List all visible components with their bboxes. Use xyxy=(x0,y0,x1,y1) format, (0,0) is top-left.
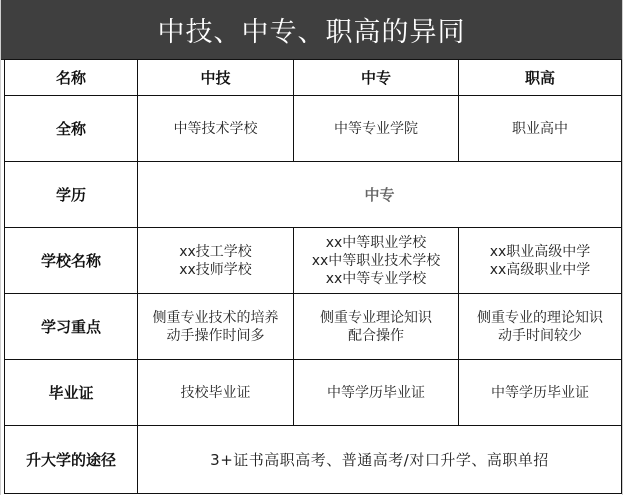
title-text: 中技、中专、职高的异同 xyxy=(157,17,466,48)
table-row-education xyxy=(5,162,622,228)
cell-line: xx中等职业学校 xyxy=(325,234,427,251)
cell-school-names-zhongzhuan[interactable] xyxy=(294,228,459,294)
cell-line: xx技工学校 xyxy=(179,243,252,260)
cell-line: 动手操作时间多 xyxy=(166,327,265,344)
cell-education-merged[interactable]: 中专 xyxy=(138,162,622,228)
table-row-university-path xyxy=(5,426,622,494)
cell-focus-zhongji[interactable] xyxy=(138,294,294,360)
row-label-university-path[interactable]: 升大学的途径 xyxy=(5,426,138,494)
row-label-school-names[interactable]: 学校名称 xyxy=(5,228,138,294)
comparison-table xyxy=(4,59,622,494)
cell-line: xx高级职业中学 xyxy=(489,261,591,278)
cell-line: 侧重专业技术的培养 xyxy=(152,309,279,326)
cell-line: 动手时间较少 xyxy=(498,327,582,344)
header-cell-zhigao[interactable]: 职高 xyxy=(459,60,622,96)
cell-certificate-zhongji[interactable]: 技校毕业证 xyxy=(138,360,294,426)
table-header-row xyxy=(5,60,622,96)
cell-certificate-zhongzhuan[interactable]: 中等学历毕业证 xyxy=(294,360,459,426)
cell-line: 侧重专业理论知识 xyxy=(320,309,432,326)
cell-school-names-zhigao[interactable] xyxy=(459,228,622,294)
table-row-full-name xyxy=(5,96,622,162)
cell-certificate-zhigao[interactable]: 中等学历毕业证 xyxy=(459,360,622,426)
page-title xyxy=(1,0,622,60)
cell-focus-zhigao[interactable] xyxy=(459,294,622,360)
row-label-certificate[interactable]: 毕业证 xyxy=(5,360,138,426)
cell-line: xx中等职业技术学校 xyxy=(311,252,441,269)
table-row-school-names xyxy=(5,228,622,294)
table-row-focus xyxy=(5,294,622,360)
row-label-focus[interactable]: 学习重点 xyxy=(5,294,138,360)
cell-full-name-zhigao[interactable]: 职业高中 xyxy=(459,96,622,162)
header-cell-zhongzhuan[interactable]: 中专 xyxy=(294,60,459,96)
row-label-education[interactable]: 学历 xyxy=(5,162,138,228)
cell-line: xx技师学校 xyxy=(179,261,252,278)
row-label-full-name[interactable]: 全称 xyxy=(5,96,138,162)
header-cell-zhongji[interactable]: 中技 xyxy=(138,60,294,96)
cell-line: 侧重专业的理论知识 xyxy=(477,309,603,326)
cell-full-name-zhongji[interactable]: 中等技术学校 xyxy=(138,96,294,162)
cell-line: 配合操作 xyxy=(348,327,404,344)
cell-full-name-zhongzhuan[interactable]: 中等专业学院 xyxy=(294,96,459,162)
cell-focus-zhongzhuan[interactable] xyxy=(294,294,459,360)
cell-university-path-merged[interactable]: 3+证书高职高考、普通高考/对口升学、高职单招 xyxy=(138,426,622,494)
cell-school-names-zhongji[interactable] xyxy=(138,228,294,294)
cell-line: xx中等专业学校 xyxy=(325,270,427,287)
cell-line: xx职业高级中学 xyxy=(489,243,591,260)
table-row-certificate xyxy=(5,360,622,426)
header-cell-name[interactable]: 名称 xyxy=(5,60,138,96)
